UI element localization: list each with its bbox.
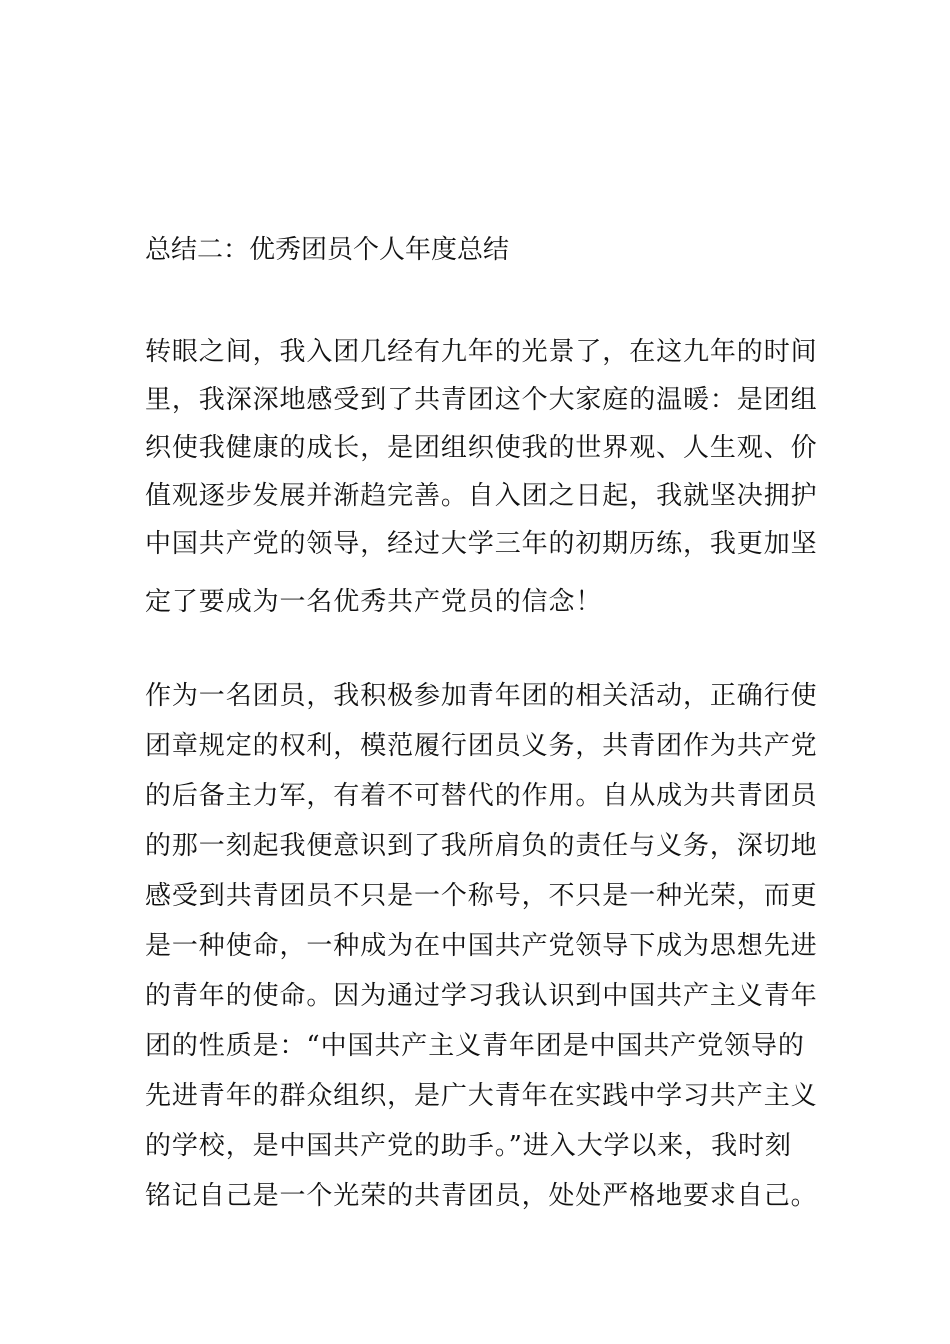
paragraph-2-line-6: 是一种使命，一种成为在中国共产党领导下成为思想先进 <box>145 931 818 961</box>
paragraph-2-line-9: 先进青年的群众组织，是广大青年在实践中学习共产主义 <box>145 1081 818 1111</box>
paragraph-1-line-1: 转眼之间，我入团几经有九年的光景了，在这九年的时间 <box>145 337 818 367</box>
paragraph-2-line-1: 作为一名团员，我积极参加青年团的相关活动，正确行使 <box>145 681 818 711</box>
document-title: 总结二：优秀团员个人年度总结 <box>145 235 510 265</box>
paragraph-2-line-5: 感受到共青团员不只是一个称号，不只是一种光荣，而更 <box>145 881 818 911</box>
paragraph-2-line-7: 的青年的使命。因为通过学习我认识到中国共产主义青年 <box>145 981 818 1011</box>
paragraph-2-line-4: 的那一刻起我便意识到了我所肩负的责任与义务，深切地 <box>145 831 818 861</box>
paragraph-2-line-3: 的后备主力军，有着不可替代的作用。自从成为共青团员 <box>145 781 818 811</box>
paragraph-1-line-3: 织使我健康的成长，是团组织使我的世界观、人生观、价 <box>145 433 818 463</box>
paragraph-2-line-8: 团的性质是：“中国共产主义青年团是中国共产党领导的 <box>145 1031 805 1061</box>
paragraph-2-line-2: 团章规定的权利，模范履行团员义务，共青团作为共产党 <box>145 731 818 761</box>
paragraph-1-line-5: 中国共产党的领导，经过大学三年的初期历练，我更加坚 <box>145 529 818 559</box>
paragraph-2-line-11: 铭记自己是一个光荣的共青团员，处处严格地要求自己。 <box>145 1181 818 1211</box>
paragraph-1-line-6: 定了要成为一名优秀共产党员的信念！ <box>145 587 603 617</box>
paragraph-1-line-2: 里，我深深地感受到了共青团这个大家庭的温暖：是团组 <box>145 385 818 415</box>
paragraph-2-line-10: 的学校，是中国共产党的助手。”进入大学以来，我时刻 <box>145 1131 792 1161</box>
paragraph-1-line-4: 值观逐步发展并渐趋完善。自入团之日起，我就坚决拥护 <box>145 481 818 511</box>
